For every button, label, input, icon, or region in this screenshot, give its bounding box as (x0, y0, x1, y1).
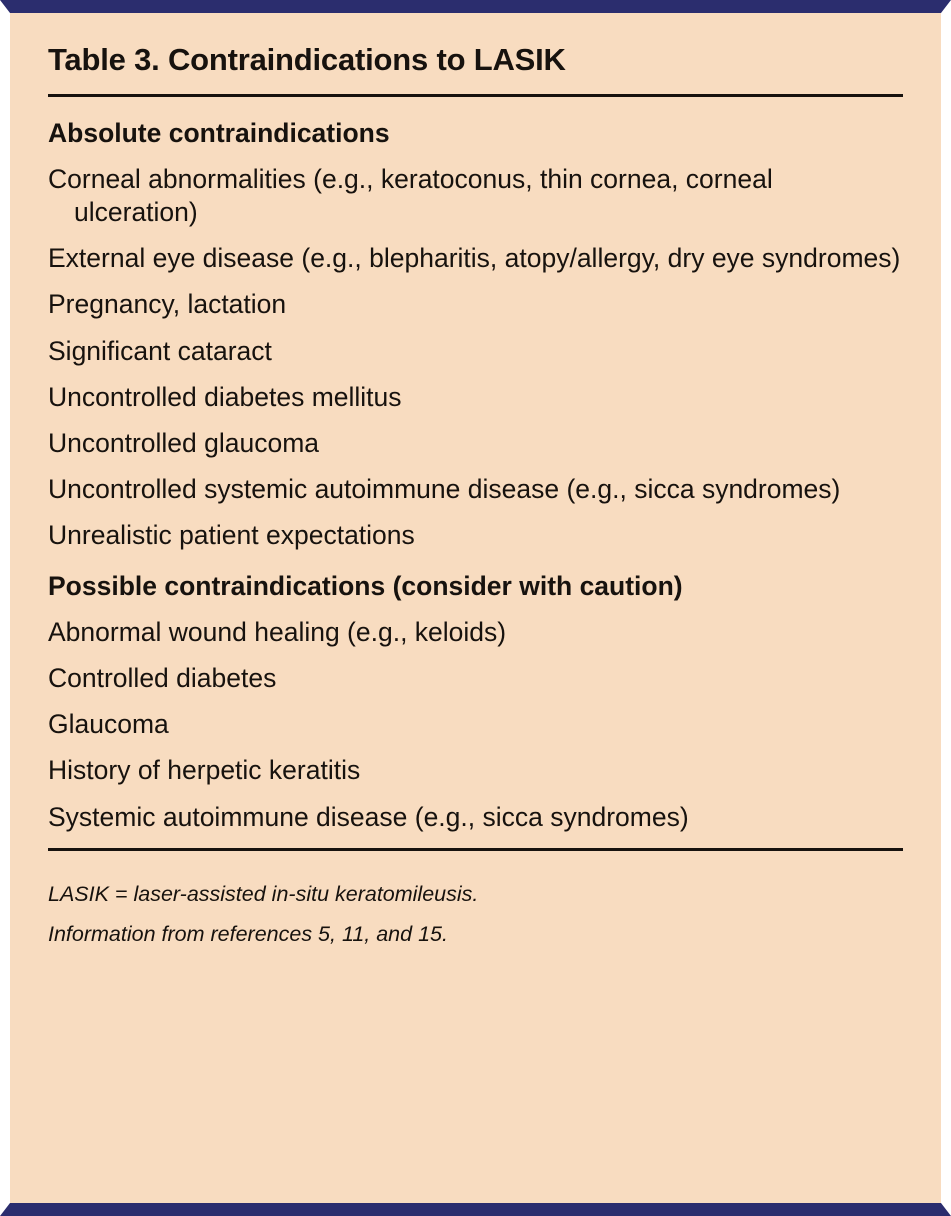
list-item: Abnormal wound healing (e.g., keloids) (48, 617, 507, 648)
list-item: Significant cataract (48, 335, 272, 366)
section-heading-absolute: Absolute contraindications (48, 118, 390, 149)
list-item: Uncontrolled glaucoma (48, 427, 320, 458)
list-item: Unrealistic patient expectations (48, 520, 415, 551)
footnote-abbreviation: LASIK = laser-assisted in-situ keratomileusis. (48, 881, 479, 906)
section-heading-possible: Possible contraindications (consider with caution) (48, 571, 683, 602)
list-item: Pregnancy, lactation (48, 289, 287, 320)
table-body (48, 97, 903, 833)
list-item: Corneal abnormalities (e.g., keratoconus, thin cornea, corneal ulceration) (48, 164, 773, 228)
table-inner (10, 13, 941, 1203)
list-item: Controlled diabetes (48, 663, 277, 694)
list-item: External eye disease (e.g., blepharitis, atopy/allergy, dry eye syndromes) (48, 243, 901, 274)
footnote-divider (48, 848, 903, 851)
list-item: Systemic autoimmune disease (e.g., sicca syndromes) (48, 801, 689, 832)
footnotes (48, 865, 903, 949)
list-item: History of herpetic keratitis (48, 755, 361, 786)
list-item: Uncontrolled systemic autoimmune disease (e.g., sicca syndromes) (48, 473, 841, 504)
list-item: Glaucoma (48, 709, 169, 740)
table-title: Table 3. Contraindications to LASIK (48, 42, 566, 77)
list-item: Uncontrolled diabetes mellitus (48, 381, 402, 412)
footnote-source: Information from references 5, 11, and 15. (48, 921, 448, 946)
